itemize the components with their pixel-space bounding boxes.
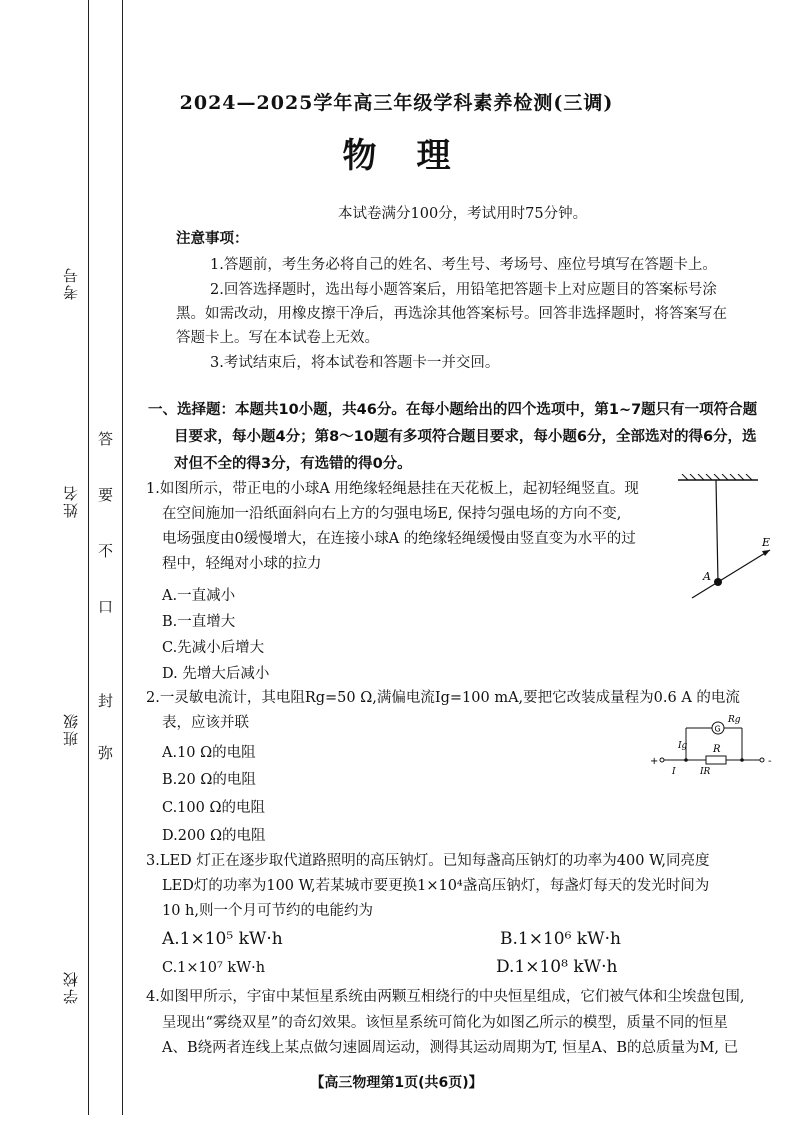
section-heading: 目要求，每小题4分；第8～10题有多项符合题目要求，每小题6分，全部选对的得6分，选 — [174, 429, 757, 445]
q3-stem: 10 h,则一个月可节约的电能约为 — [162, 903, 374, 919]
svg-text:IR: IR — [700, 767, 711, 777]
svg-text:R: R — [713, 744, 721, 755]
notes-item: 2.回答选择题时，选出每小题答案后，用铅笔把答题卡上对应题目的答案标号涂 — [210, 282, 717, 298]
q2-option-d: D.200 Ω的电阻 — [162, 828, 266, 844]
q2-circuit-figure — [650, 712, 778, 778]
notes-item: 3.考试结束后，将本试卷和答题卡一并交回。 — [210, 355, 500, 371]
subject-title: 物理 — [342, 136, 491, 176]
ball-a — [714, 578, 722, 586]
q2-option-a: A.10 Ω的电阻 — [162, 745, 256, 761]
notes-item: 1.答题前，考生务必将自己的姓名、考生号、考场号、座位号填写在答题卡上。 — [210, 257, 717, 273]
q4-stem: A、B绕两者连线上某点做匀速圆周运动，测得其运动周期为T, 恒星A、B的总质量为M, 已 — [162, 1040, 739, 1056]
q2-option-c: C.100 Ω的电阻 — [162, 800, 265, 816]
svg-text:I: I — [672, 767, 676, 777]
section-heading: 一、选择题：本题共10小题，共46分。在每小题给出的四个选项中，第1~7题只有一项符合题 — [148, 402, 758, 418]
q3-option-d: D.1×10⁸ kW·h — [496, 957, 618, 977]
q3-option-a: A.1×10⁵ kW·h — [162, 929, 283, 949]
q3-stem: LED灯的功率为100 W,若某城市要更换1×10⁴盏高压钠灯，每盏灯每天的发光时间为 — [162, 878, 710, 894]
q1-option-b: B.一直增大 — [162, 614, 236, 630]
q1-option-d: D. 先增大后减小 — [162, 666, 270, 682]
q1-figure — [678, 474, 778, 604]
label-e: E — [762, 536, 771, 549]
q2-option-b: B.20 Ω的电阻 — [162, 772, 256, 788]
svg-text:Rg: Rg — [728, 715, 741, 725]
school-label: 学校 — [62, 970, 80, 1004]
svg-text:+: + — [650, 756, 659, 767]
notes-item: 黑。如需改动，用橡皮擦干净后，再选涂其他答案标号。回答非选择题时，将答案写在 — [176, 306, 727, 322]
notes-heading: 注意事项： — [176, 231, 249, 247]
svg-text:Ig: Ig — [678, 741, 688, 751]
string — [716, 480, 718, 582]
seal-char: 弥 — [98, 744, 114, 762]
q1-stem: 在空间施加一沿纸面斜向右上方的匀强电场E, 保持匀强电场的方向不变, — [162, 506, 622, 522]
q3-option-b: B.1×10⁶ kW·h — [500, 929, 621, 949]
resistor — [706, 756, 726, 764]
q1-option-a: A.一直减小 — [162, 588, 236, 604]
q2-stem: 2.一灵敏电流计，其电阻Rg=50 Ω,满偏电流Ig=100 mA,要把它改装成量程为0.6 A 的电流 — [146, 690, 740, 706]
q3-stem: 3.LED 灯正在逐步取代道路照明的高压钠灯。已知每盏高压钠灯的功率为400 W,同亮度 — [146, 853, 710, 869]
notes-item: 答题卡上。写在本试卷上无效。 — [176, 330, 379, 346]
q4-stem: 4.如图甲所示，宇宙中某恒星系统由两颗互相绕行的中央恒星组成，它们被气体和尘埃盘包围, — [146, 989, 745, 1005]
seal-char: 口 — [98, 598, 114, 616]
exam-no-label: 考号 — [62, 266, 80, 300]
section-heading: 对但不全的得3分，有选错的得0分。 — [174, 456, 412, 472]
exam-info: 本试卷满分100分，考试用时75分钟。 — [338, 206, 588, 222]
class-label: 班级 — [62, 712, 80, 746]
svg-text:G: G — [714, 724, 721, 734]
label-a: A — [703, 570, 711, 583]
seal-char: 要 — [98, 486, 114, 504]
name-label: 姓名 — [62, 484, 80, 518]
seal-char: 答 — [98, 430, 114, 448]
q1-option-c: C.先减小后增大 — [162, 640, 265, 656]
q3-option-c: C.1×10⁷ kW·h — [162, 960, 266, 976]
svg-text:-: - — [768, 756, 772, 767]
q1-stem: 1.如图所示，带正电的小球A 用绝缘轻绳悬挂在天花板上，起初轻绳竖直。现 — [146, 481, 639, 497]
page-footer: 【高三物理第1页(共6页)】 — [310, 1075, 483, 1091]
seal-char: 不 — [98, 542, 114, 560]
q1-stem: 程中，轻绳对小球的拉力 — [162, 556, 322, 572]
q4-stem: 呈现出“雾绕双星”的奇幻效果。该恒星系统可简化为如图乙所示的模型，质量不同的恒星 — [162, 1015, 728, 1031]
seal-char: 封 — [98, 692, 114, 710]
q2-stem: 表，应该并联 — [162, 715, 249, 731]
q1-stem: 电场强度由0缓慢增大，在连接小球A 的绝缘轻绳缓慢由竖直变为水平的过 — [162, 531, 636, 547]
exam-title: 2024—2025学年高三年级学科素养检测(三调) — [179, 92, 614, 114]
